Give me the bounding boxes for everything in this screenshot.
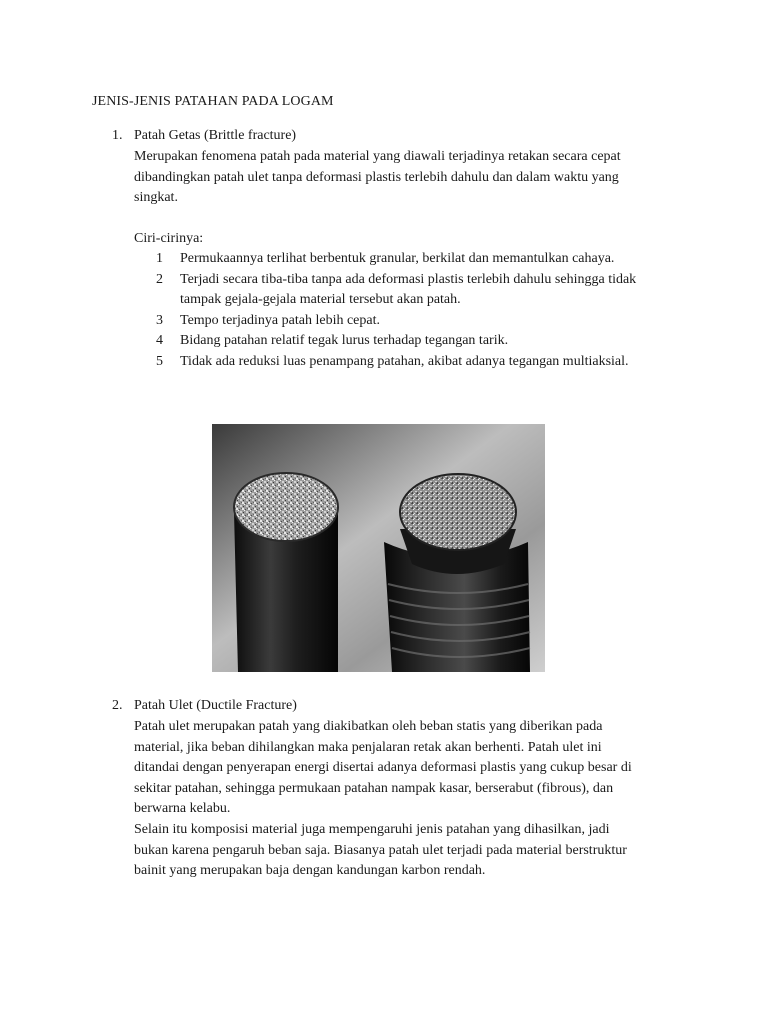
criteria-list — [150, 249, 690, 373]
list-item-number: 3 — [156, 312, 163, 328]
list-item-text: Permukaannya terlihat berbentuk granular, berkilat dan memantulkan cahaya. — [180, 251, 615, 266]
text-line: singkat. — [134, 190, 178, 206]
list-item-text: tampak gejala-gejala material tersebut akan patah. — [180, 292, 461, 308]
text-line: dibandingkan patah ulet tanpa deformasi plastis terlebih dahulu dan dalam waktu yang — [134, 169, 619, 185]
text-line: ditandai dengan penyerapan energi disertai adanya deformasi plastis yang cukup besar di — [134, 760, 632, 776]
list-item-number: 2 — [156, 271, 163, 287]
list-item-number: 4 — [156, 333, 163, 349]
section-2-number: 2. — [112, 698, 123, 713]
section-1-description — [134, 147, 679, 209]
section-1-title: Patah Getas (Brittle fracture) — [134, 128, 297, 143]
list-item-number: 1 — [156, 251, 163, 266]
text-line: berwarna kelabu. — [134, 801, 231, 817]
text-line: Merupakan fenomena patah pada material yang diawali terjadinya retakan secara cepat — [134, 149, 621, 164]
text-line: bainit yang merupakan baja dengan kandungan karbon rendah. — [134, 863, 486, 879]
text-line: material, jika beban dihilangkan maka penjalaran retak akan berhenti. Patah ulet ini — [134, 739, 602, 755]
text-line: Patah ulet merupakan patah yang diakibatkan oleh beban statis yang diberikan pada — [134, 719, 603, 734]
list-item — [150, 249, 690, 270]
brittle-fracture-photo — [212, 424, 545, 672]
list-item-text: Tempo terjadinya patah lebih cepat. — [180, 312, 380, 328]
document-title: JENIS-JENIS PATAHAN PADA LOGAM — [92, 94, 334, 109]
text-line: sekitar patahan, sehingga permukaan patahan nampak kasar, berserabut (fibrous), dan — [134, 780, 614, 796]
criteria-label: Ciri-cirinya: — [134, 231, 204, 246]
text-line: bukan karena pengaruh beban saja. Biasanya patah ulet terjadi pada material berstruktur — [134, 842, 627, 858]
list-item-number: 5 — [156, 353, 163, 369]
list-item — [150, 270, 690, 311]
list-item-text: Tidak ada reduksi luas penampang patahan, akibat adanya tegangan multiaksial. — [180, 353, 629, 369]
list-item-text: Bidang patahan relatif tegak lurus terhadap tegangan tarik. — [180, 333, 509, 349]
list-item-text: Terjadi secara tiba-tiba tanpa ada deformasi plastis terlebih dahulu sehingga tidak — [180, 271, 637, 287]
list-item — [150, 352, 690, 373]
list-item — [150, 331, 690, 352]
section-2-title: Patah Ulet (Ductile Fracture) — [134, 698, 297, 713]
section-2-description — [134, 717, 679, 882]
section-1-number: 1. — [112, 128, 123, 143]
text-line: Selain itu komposisi material juga mempengaruhi jenis patahan yang dihasilkan, jadi — [134, 821, 610, 837]
list-item — [150, 311, 690, 332]
